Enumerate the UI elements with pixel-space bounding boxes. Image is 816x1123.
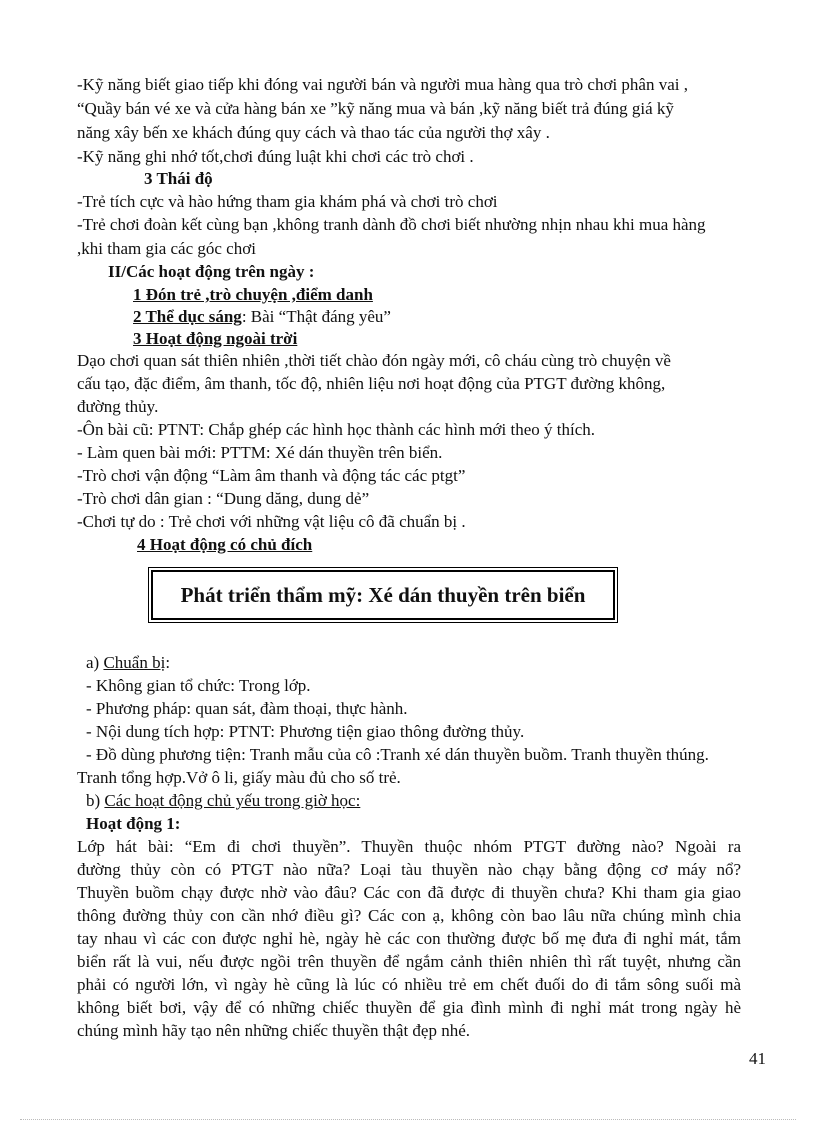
text-line: “Quầy bán vé xe và cửa hàng bán xe ”kỹ năng mua và bán ,kỹ năng biết trả đúng giá kỹ (77, 99, 674, 118)
prep-heading-line (86, 652, 170, 674)
text-line: Tranh tổng hợp.Vở ô li, giấy màu đủ cho số trẻ. (77, 768, 401, 787)
main-label: b) (86, 791, 105, 810)
text-line: biển rất là vui, nếu được ngồi trên thuyền để ngắm cảnh thiên nhiên thì rất tuyệt, nhưng cần (77, 952, 741, 971)
part-heading-activities: II/Các hoạt động trên ngày : (108, 262, 315, 281)
text-line: - Làm quen bài mới: PTTM: Xé dán thuyền trên biển. (77, 443, 443, 462)
text-line: ,khi tham gia các góc chơi (77, 239, 256, 258)
text-line: - Nội dung tích hợp: PTNT: Phương tiện giao thông đường thủy. (86, 722, 525, 741)
text-line: tay nhau vì các con được nghỉ hè, ngày hè các con thường được bố mẹ đưa đi nghỉ mát, tắm (77, 929, 741, 948)
prep-colon: : (165, 653, 171, 672)
item-heading-welcome: 1 Đón trẻ ,trò chuyện ,điểm danh (133, 285, 373, 304)
text-line: -Ôn bài cũ: PTNT: Chắp ghép các hình học thành các hình mới theo ý thích. (77, 420, 596, 439)
text-line: Dạo chơi quan sát thiên nhiên ,thời tiết chào đón ngày mới, cô cháu cùng trò chuyện về (77, 351, 671, 370)
lesson-title-box (148, 567, 618, 623)
text-line: đường thủy còn có PTGT nào nữa? Loại tàu thuyền nào chạy bằng động cơ máy nổ? (77, 860, 741, 879)
text-line: -Trò chơi vận động “Làm âm thanh và động tác các ptgt” (77, 466, 466, 485)
text-line: -Trẻ tích cực và hào hứng tham gia khám phá và chơi trò chơi (77, 192, 498, 211)
text-line: thông đường thủy con cần nhớ điều gì? Các con ạ, không còn bao lâu nữa chúng mình chia (77, 906, 741, 925)
text-line: không biết bơi, vậy để có những chiếc thuyền để gia đình mình đi nghỉ mát trong ngày hè (77, 998, 741, 1017)
item-heading-outdoor: 3 Hoạt động ngoài trời (133, 329, 298, 348)
page-border-divider (20, 1119, 796, 1120)
prep-heading: Chuẩn bị (103, 653, 166, 672)
section-heading-attitude: 3 Thái độ (144, 169, 213, 188)
main-heading-line (86, 790, 360, 812)
text-line: cấu tạo, đặc điểm, âm thanh, tốc độ, nhiên liệu nơi hoạt động của PTGT đường không, (77, 374, 666, 393)
activity-1-heading: Hoạt động 1: (86, 814, 181, 833)
item-morning-exercise (133, 306, 391, 328)
lesson-title: Phát triển thẩm mỹ: Xé dán thuyền trên biển (151, 570, 615, 620)
text-line: -Kỹ năng ghi nhớ tốt,chơi đúng luật khi chơi các trò chơi . (77, 147, 474, 166)
text-line: Lớp hát bài: “Em đi chơi thuyền”. Thuyền thuộc nhóm PTGT đường nào? Ngoài ra (77, 837, 741, 856)
item-heading-exercise: 2 Thể dục sáng (133, 307, 242, 326)
text-line: phải có người lớn, vì ngày hè cũng là lúc có nhiều trẻ em chết đuối do đi tắm sông suối mà (77, 975, 741, 994)
prep-label: a) (86, 653, 104, 672)
main-heading: Các hoạt động chủ yếu trong giờ học: (104, 791, 361, 810)
text-line: - Đồ dùng phương tiện: Tranh mẫu của cô :Tranh xé dán thuyền buồm. Tranh thuyền thúng. (86, 745, 709, 764)
text-line: - Không gian tổ chức: Trong lớp. (86, 676, 311, 695)
text-line: -Kỹ năng biết giao tiếp khi đóng vai người bán và người mua hàng qua trò chơi phân vai , (77, 75, 688, 94)
text-line: -Trẻ chơi đoàn kết cùng bạn ,không tranh dành đồ chơi biết nhường nhịn nhau khi mua hàng (77, 215, 706, 234)
item-heading-focused-activity: 4 Hoạt động có chủ đích (137, 535, 313, 554)
text-line: -Trò chơi dân gian : “Dung dăng, dung dẻ” (77, 489, 370, 508)
text-line: Thuyền buồm chạy được nhờ vào đâu? Các con đã được đi thuyền chưa? Khi tham gia giao (77, 883, 741, 902)
page-number: 41 (749, 1049, 766, 1068)
text-line: năng xây bến xe khách đúng quy cách và thao tác của người thợ xây . (77, 123, 550, 142)
text-line: - Phương pháp: quan sát, đàm thoại, thực hành. (86, 699, 408, 718)
item-exercise-text: : Bài “Thật đáng yêu” (241, 307, 391, 326)
text-line: -Chơi tự do : Trẻ chơi với những vật liệu cô đã chuẩn bị . (77, 512, 466, 531)
text-line: đường thủy. (77, 397, 159, 416)
text-line: chúng mình hãy tạo nên những chiếc thuyền thật đẹp nhé. (77, 1021, 471, 1040)
